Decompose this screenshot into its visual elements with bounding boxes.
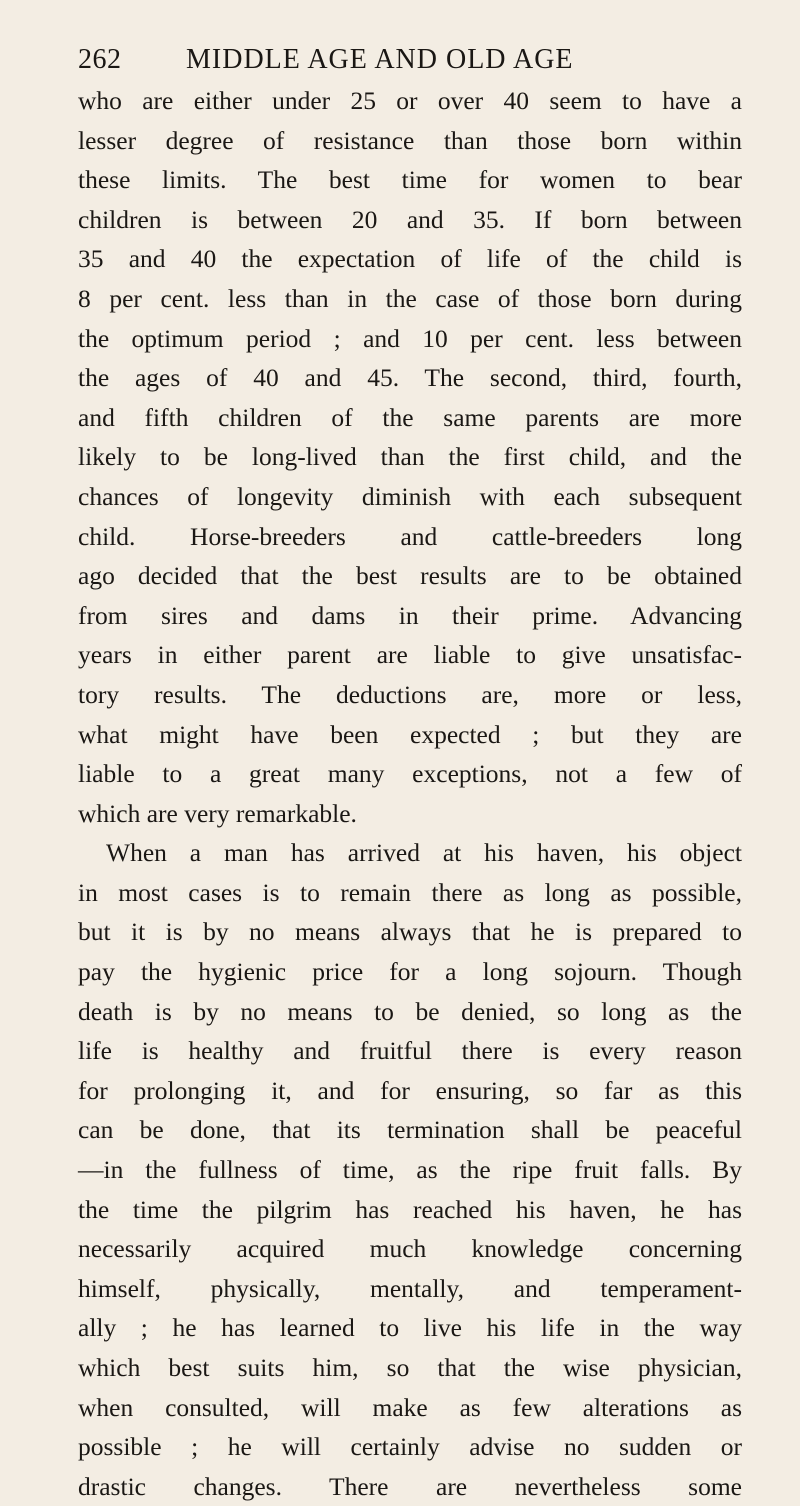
text-line: from sires and dams in their prime. Advancing: [78, 600, 742, 630]
text-line: 8 per cent. less than in the case of those born during: [78, 283, 742, 313]
text-line: child. Horse-breeders and cattle-breeders long: [78, 521, 742, 551]
text-line: when consulted, will make as few alterations as: [78, 1392, 742, 1422]
text-line: years in either parent are liable to give unsatisfac-: [78, 640, 742, 670]
text-line: the time the pilgrim has reached his haven, he has: [78, 1194, 742, 1224]
text-line: tory results. The deductions are, more or less,: [78, 679, 742, 709]
text-line: liable to a great many exceptions, not a few of: [78, 759, 742, 789]
text-line: which are very remarkable.: [78, 798, 357, 828]
text-line: possible ; he will certainly advise no sudden or: [78, 1432, 742, 1462]
text-line: 35 and 40 the expectation of life of the child is: [78, 244, 742, 274]
text-line: pay the hygienic price for a long sojourn. Though: [78, 957, 742, 987]
body-text: [78, 81, 742, 1506]
text-line: chances of longevity diminish with each subsequent: [78, 481, 742, 511]
paragraph: [78, 833, 742, 1506]
text-line: but it is by no means always that he is prepared to: [78, 917, 742, 947]
page-number: 262: [78, 44, 122, 75]
text-line: the ages of 40 and 45. The second, third, fourth,: [78, 363, 742, 393]
running-head: MIDDLE AGE AND OLD AGE: [186, 44, 574, 75]
text-line: which best suits him, so that the wise physician,: [78, 1353, 742, 1382]
text-line: life is healthy and fruitful there is every reason: [78, 1036, 742, 1066]
text-line: lesser degree of resistance than those born within: [78, 125, 742, 155]
text-line: —in the fullness of time, as the ripe fruit falls. By: [78, 1155, 742, 1185]
page-header: [78, 44, 738, 84]
paragraph: [78, 81, 742, 833]
text-line: ally ; he has learned to live his life in the way: [78, 1313, 742, 1343]
text-line: himself, physically, mentally, and temperament-: [78, 1273, 742, 1303]
text-line: drastic changes. There are nevertheless some: [78, 1471, 742, 1501]
text-line: can be done, that its termination shall be peaceful: [78, 1115, 742, 1145]
text-line: for prolonging it, and for ensuring, so far as this: [78, 1075, 742, 1105]
text-line: what might have been expected ; but they are: [78, 719, 742, 749]
text-line: in most cases is to remain there as long as possible,: [78, 877, 742, 907]
text-line: likely to be long-lived than the first child, and the: [78, 442, 742, 472]
text-line: these limits. The best time for women to bear: [78, 165, 742, 195]
text-line: death is by no means to be denied, so long as the: [78, 996, 742, 1026]
text-line: necessarily acquired much knowledge concerning: [78, 1234, 742, 1264]
text-line: ago decided that the best results are to be obtained: [78, 561, 742, 591]
text-line: When a man has arrived at his haven, his object: [106, 838, 742, 868]
text-line: and fifth children of the same parents are more: [78, 402, 742, 432]
text-line: the optimum period ; and 10 per cent. less between: [78, 323, 742, 353]
text-line: who are either under 25 or over 40 seem to have a: [78, 86, 742, 115]
text-line: children is between 20 and 35. If born between: [78, 204, 742, 234]
